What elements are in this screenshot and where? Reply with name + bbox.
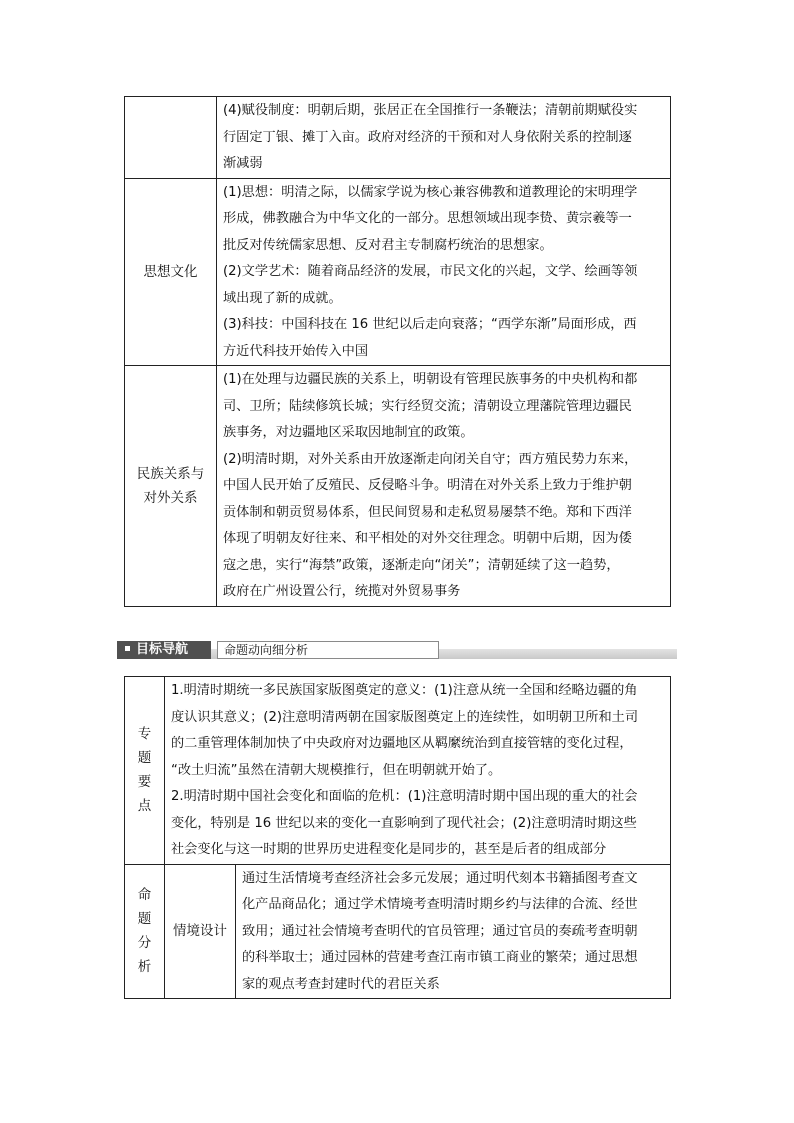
text-line: (1)思想：明清之际，以儒家学说为核心兼容佛教和道教理论的宋明理学 xyxy=(223,184,638,200)
label-char: 题 xyxy=(137,750,152,767)
text-line: (2)文学艺术：随着商品经济的发展，市民文化的兴起，文学、绘画等领 xyxy=(223,264,638,279)
table-row xyxy=(125,677,671,865)
text-line: 贡体制和朝贡贸易体系，但民间贸易和走私贸易屡禁不绝。郑和下西洋 xyxy=(223,504,632,520)
row-label xyxy=(125,366,217,607)
label-char: 分 xyxy=(137,935,152,952)
analysis-content xyxy=(236,864,671,999)
table-row xyxy=(125,366,671,607)
label-char: 析 xyxy=(137,959,152,976)
analysis-table xyxy=(124,676,671,999)
text-line: 的二重管理体制加快了中央政府对边疆地区从羁縻统治到直接管辖的变化过程， xyxy=(171,736,633,751)
text-line: 方近代科技开始传入中国 xyxy=(223,343,369,359)
row-content xyxy=(217,97,671,179)
square-bullet-icon xyxy=(125,646,130,651)
section-banner xyxy=(117,641,677,661)
text-line: 族事务，对边疆地区采取因地制宜的政策。 xyxy=(223,425,474,440)
label-line: 民族关系与 xyxy=(136,465,205,482)
text-line: 中国人民开始了反殖民、反侵略斗争。明清在对外关系上致力于维护朝 xyxy=(223,478,632,493)
text-line: (4)赋役制度：明朝后期，张居正在全国推行一条鞭法；清朝前期赋役实 xyxy=(223,103,638,118)
text-line: 寇之患，实行“海禁”政策，逐渐走向“闭关”；清朝延续了这一趋势， xyxy=(223,557,620,573)
analysis-label xyxy=(125,864,165,999)
label-char: 命 xyxy=(137,887,152,904)
text-line: 1.明清时期统一多民族国家版图奠定的意义：(1)注意从统一全国和经略边疆的角 xyxy=(171,683,638,698)
label-char: 专 xyxy=(137,726,152,743)
sub-label: 情境设计 xyxy=(165,864,236,999)
text-line: 社会变化与这一时期的世界历史进程变化是同步的，甚至是后者的组成部分 xyxy=(171,842,607,857)
text-line: 形成，佛教融合为中华文化的一部分。思想领域出现李贽、黄宗羲等一 xyxy=(223,211,632,226)
table-row xyxy=(125,178,671,366)
text-line: (2)明清时期，对外关系由开放逐渐走向闭关自守；西方殖民势力东来， xyxy=(223,451,638,467)
text-line: 渐减弱 xyxy=(223,156,263,171)
text-line: 家的观点考查封建时代的君臣关系 xyxy=(242,976,440,992)
row-label: 思想文化 xyxy=(125,178,217,366)
text-line: 体现了明朝友好往来、和平相处的对外交往理念。明朝中后期，因为倭 xyxy=(223,531,632,546)
topic-content xyxy=(165,677,671,865)
text-line: 化产品商品化；通过学术情境考查明清时期乡约与法律的合流、经世 xyxy=(242,897,638,912)
content-table xyxy=(124,96,671,607)
text-line: “改土归流”虽然在清朝大规模推行，但在明朝就开始了。 xyxy=(171,762,502,778)
text-line: 批反对传统儒家思想、反对君主专制腐朽统治的思想家。 xyxy=(223,237,553,253)
label-char: 要 xyxy=(137,774,152,791)
table-row xyxy=(125,864,671,999)
row-content xyxy=(217,178,671,366)
banner-title xyxy=(117,641,211,659)
text-line: 的科举取士；通过园林的营建考查江南市镇工商业的繁荣；通过思想 xyxy=(242,950,638,965)
text-line: 行固定丁银、摊丁入亩。政府对经济的干预和对人身依附关系的控制逐 xyxy=(223,129,632,145)
banner-subtitle: 命题动向细分析 xyxy=(217,641,439,659)
label-char: 题 xyxy=(137,911,152,928)
banner-title-text: 目标导航 xyxy=(136,642,189,657)
text-line: 2.明清时期中国社会变化和面临的危机：(1)注意明清时期中国出现的重大的社会 xyxy=(171,789,638,804)
topic-label xyxy=(125,677,165,865)
text-line: 变化，特别是 16 世纪以来的变化一直影响到了现代社会；(2)注意明清时期这些 xyxy=(171,815,637,831)
table-row xyxy=(125,97,671,179)
row-content xyxy=(217,366,671,607)
text-line: 度认识其意义；(2)注意明清两朝在国家版图奠定上的连续性，如明朝卫所和土司 xyxy=(171,709,639,725)
text-line: 通过生活情境考查经济社会多元发展；通过明代刻本书籍插图考查文 xyxy=(242,870,638,886)
label-char: 点 xyxy=(137,798,152,815)
text-line: 域出现了新的成就。 xyxy=(223,290,342,306)
text-line: 司、卫所；陆续修筑长城；实行经贸交流；清朝设立理藩院管理边疆民 xyxy=(223,398,632,414)
text-line: 政府在广州设置公行，统揽对外贸易事务 xyxy=(223,584,461,599)
label-line: 对外关系 xyxy=(143,489,198,506)
row-label-empty xyxy=(125,97,217,179)
text-line: (3)科技：中国科技在 16 世纪以后走向衰落；“西学东渐”局面形成，西 xyxy=(223,317,637,332)
text-line: (1)在处理与边疆民族的关系上，明朝设有管理民族事务的中央机构和都 xyxy=(223,372,638,387)
text-line: 致用；通过社会情境考查明代的官员管理；通过官员的奏疏考查明朝 xyxy=(242,923,638,939)
